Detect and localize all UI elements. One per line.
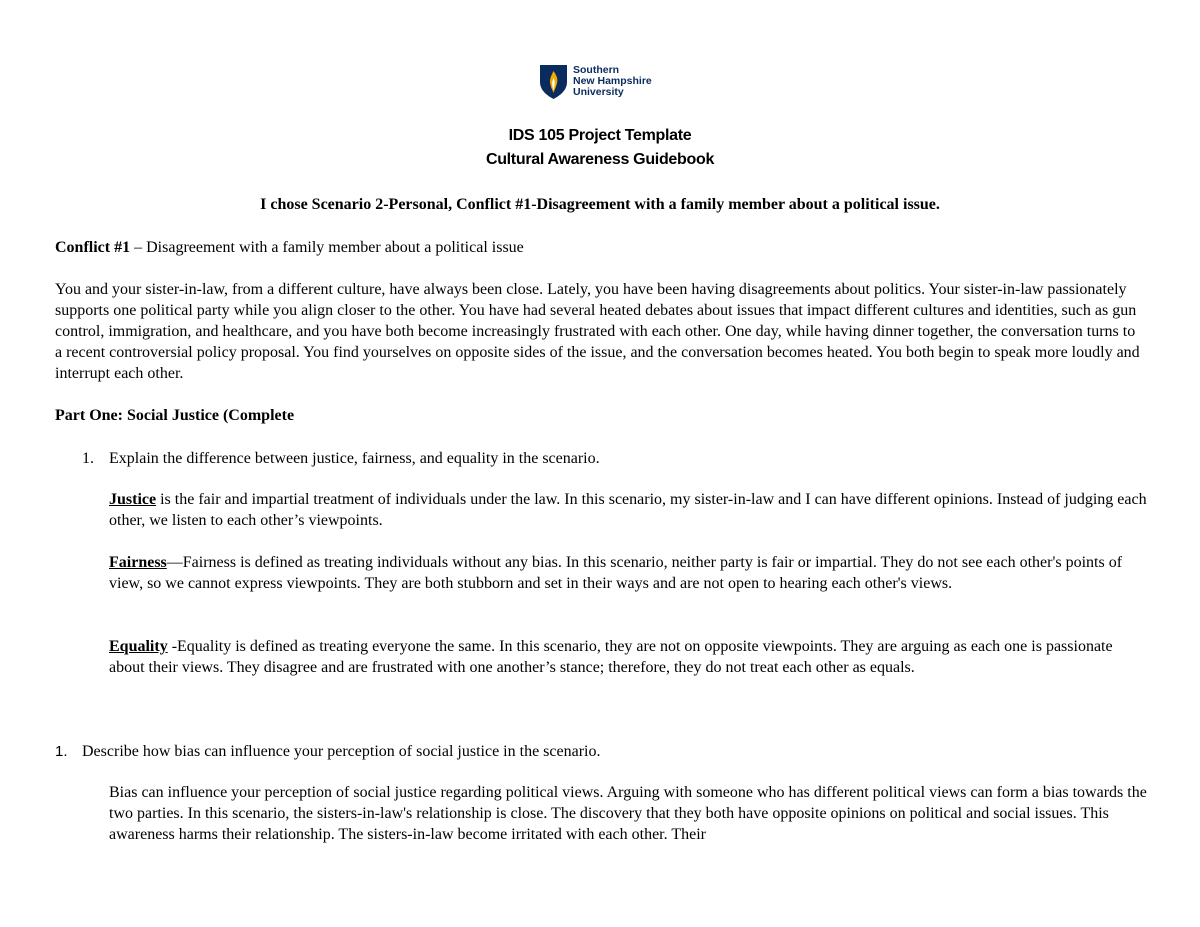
conflict-description: – Disagreement with a family member about a political issue [130,239,524,256]
question-1-number: 1. [82,450,94,467]
justice-text: is the fair and impartial treatment of individuals under the law. In this scenario, my sister-in-law and I can have different opinions. Instead of judging each other, we listen to each other’s viewpoints. [109,491,1147,529]
fairness-definition [109,552,1149,594]
question-2-text: Describe how bias can influence your perception of social justice in the scenario. [82,743,601,760]
snhu-logo [539,64,669,104]
justice-term: Justice [109,491,157,508]
shield-flame-icon [539,64,568,100]
logo-line-1: Southern [573,64,620,76]
chosen-scenario-statement: I chose Scenario 2-Personal, Conflict #1-Disagreement with a family member about a political issue. [260,196,940,213]
document-title: IDS 105 Project Template [508,127,692,144]
fairness-text: —Fairness is defined as treating individuals without any bias. In this scenario, neither party is fair or impartial. They do not see each other's points of view, so we cannot express viewpoints. They are both stubborn and set in their ways and are not open to hearing each other's views. [109,554,1123,592]
equality-term: Equality [109,638,168,655]
scenario-paragraph: You and your sister-in-law, from a different culture, have always been close. Lately, you have been having disagreements about politics. Your sister-in-law passionately supports one political party while you align closer to the other. You have had several heated debates about issues that impact different cultures and identities, such as gun control, immigration, and healthcare, and you have both become increasingly frustrated with each other. One day, while having dinner together, the conversation turns to a recent controversial policy proposal. You find yourselves on opposite sides of the issue, and the conversation becomes heated. You both begin to speak more loudly and interrupt each other. [55,281,1140,382]
equality-definition [109,636,1149,678]
equality-text: -Equality is defined as treating everyone the same. In this scenario, they are not on opposite viewpoints. They are arguing as each one is passionate about their views. They disagree and are frustrated with one another’s stance; therefore, they do not treat each other as equals. [109,638,1113,676]
logo-wordmark [573,65,652,98]
question-1-text: Explain the difference between justice, fairness, and equality in the scenario. [109,450,600,467]
question-2-number: 1. [55,743,68,760]
justice-definition [109,489,1149,531]
logo-line-2: New Hampshire [573,75,652,87]
conflict-label: Conflict #1 [55,239,131,256]
conflict-heading [55,237,1155,258]
logo-line-3: University [573,86,624,98]
document-subtitle: Cultural Awareness Guidebook [485,151,715,168]
fairness-term: Fairness [109,554,167,571]
bias-answer-paragraph: Bias can influence your perception of social justice regarding political views. Arguing with someone who has different political views can form a bias towards the two parties. In this scenario, the sisters-in-law's relationship is close. The discovery that they both have opposite opinions on political and social issues. This awareness harms their relationship. The sisters-in-law become irritated with each other. Their [109,784,1147,843]
part-one-heading: Part One: Social Justice (Complete [55,407,295,424]
